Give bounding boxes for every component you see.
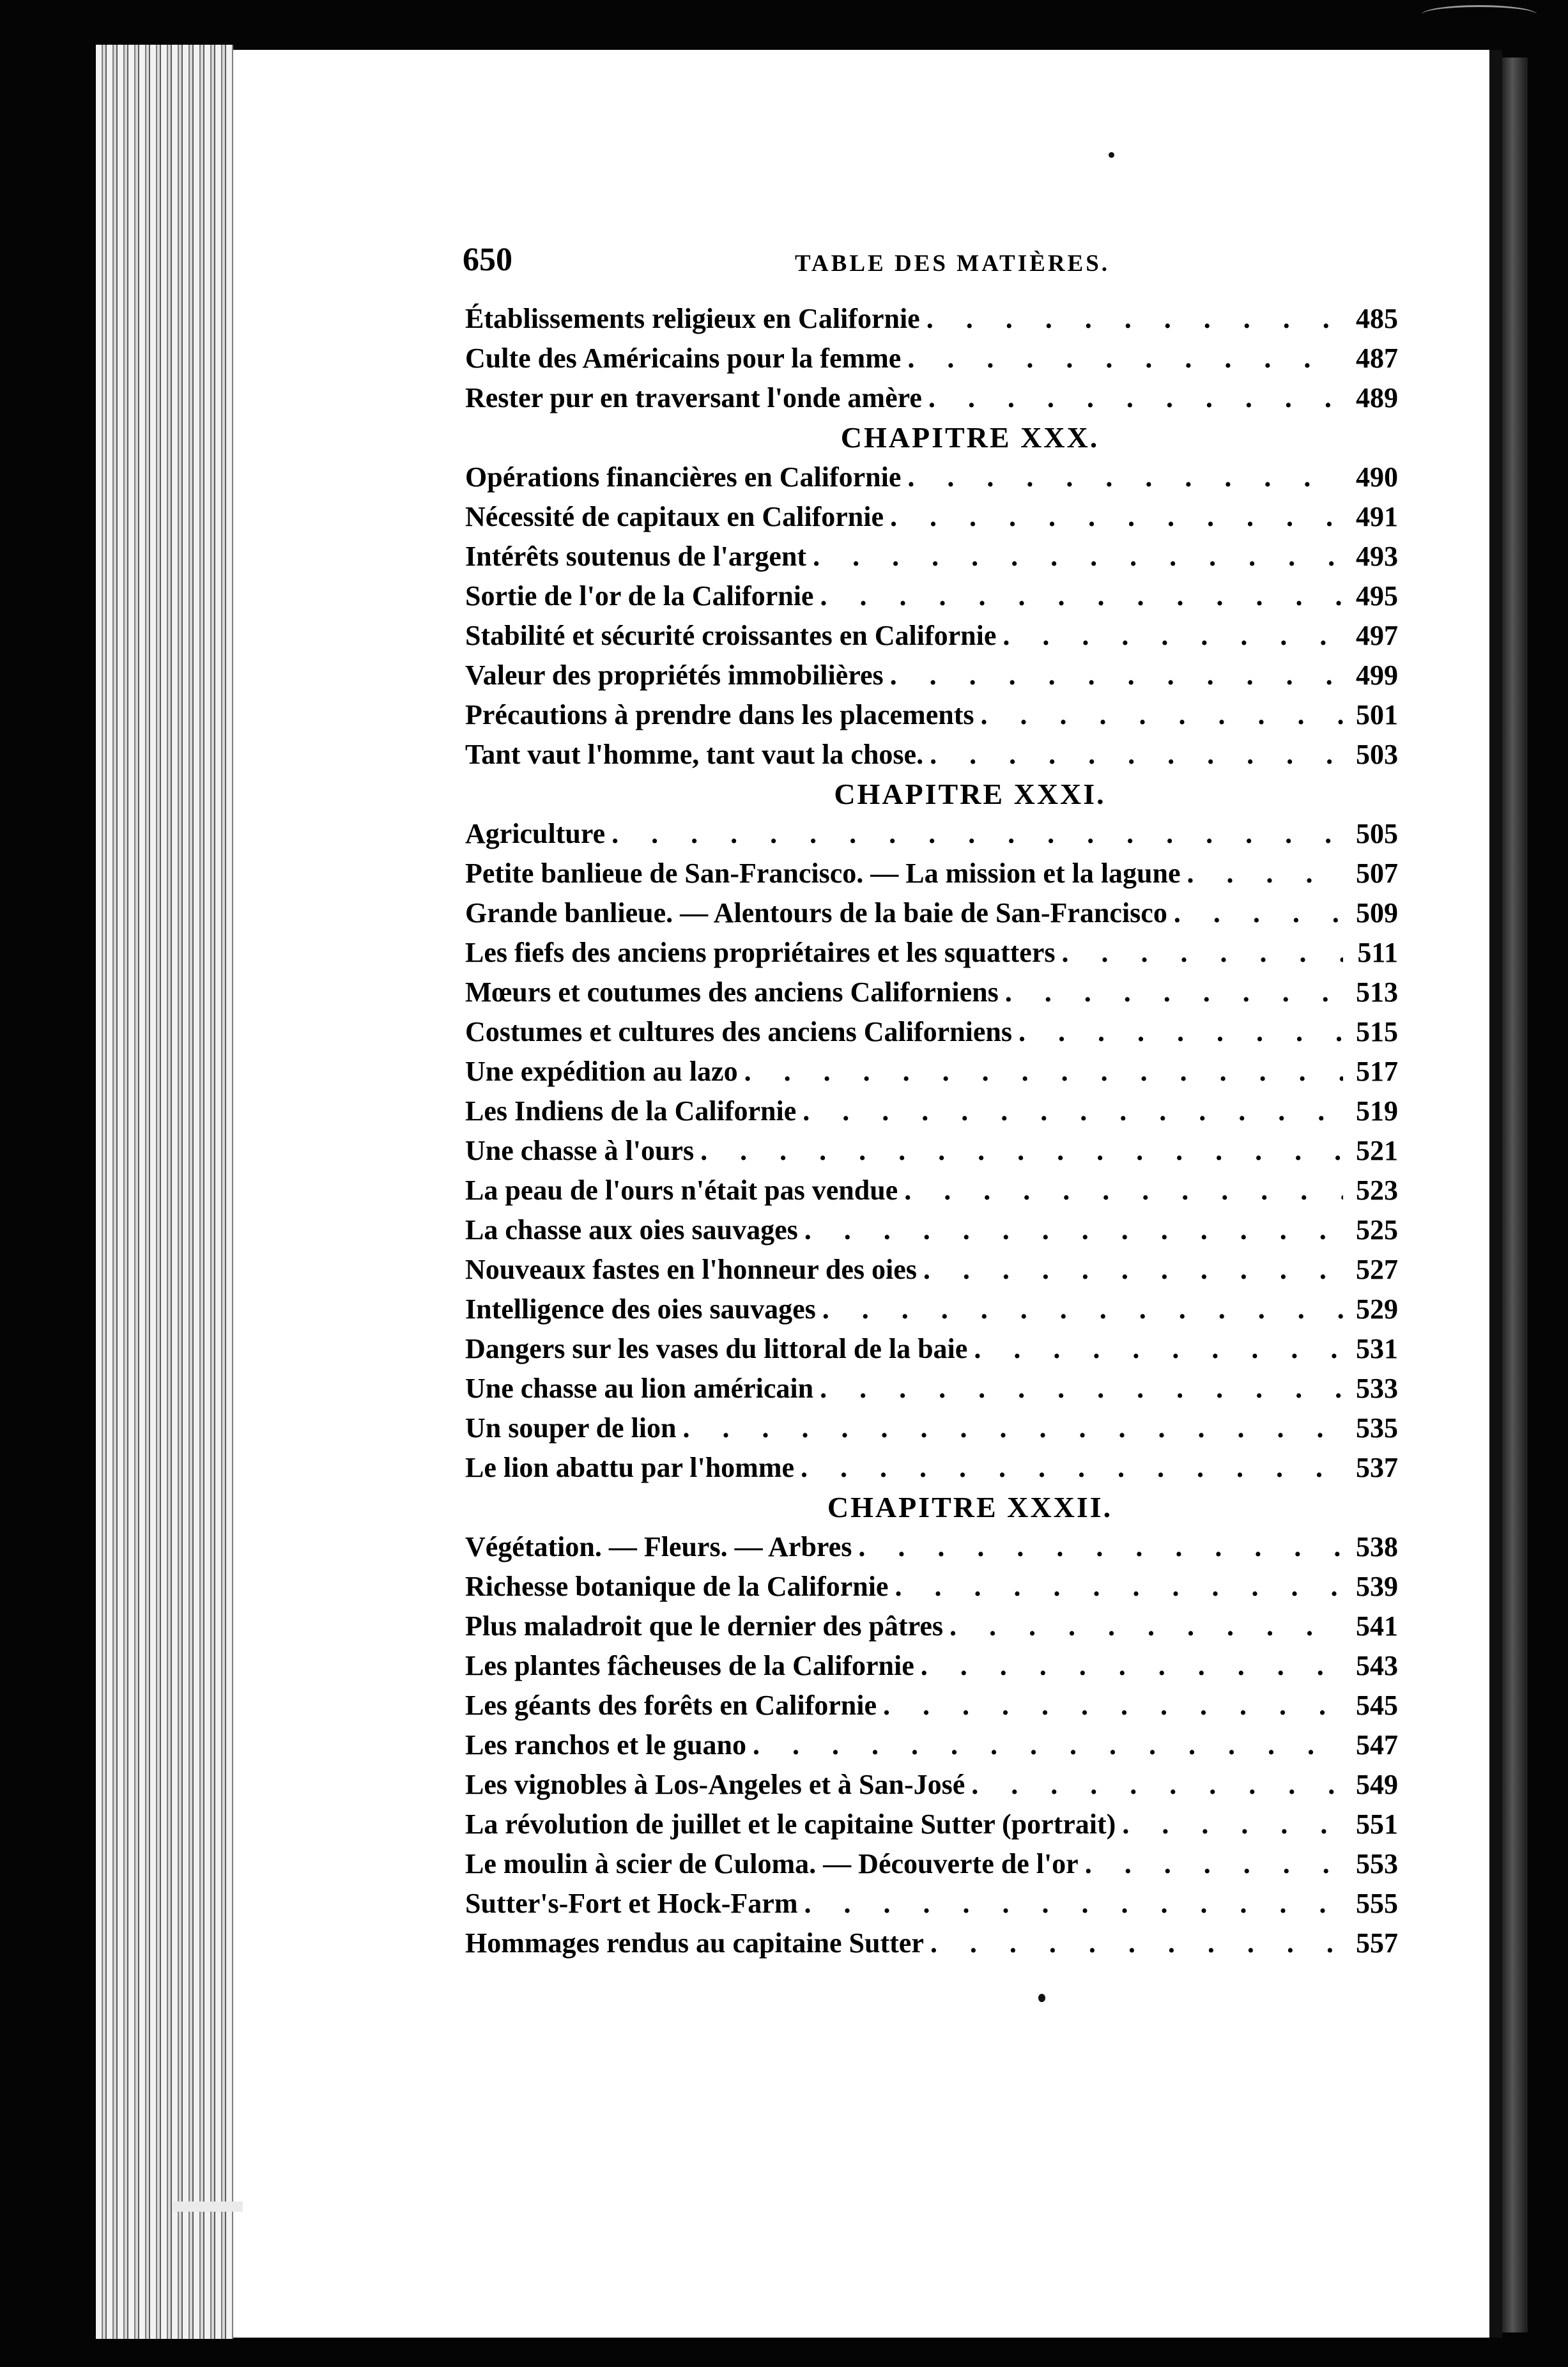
toc-entry xyxy=(465,1290,1398,1329)
toc-entry-title: Les vignobles à Los-Angeles et à San-José xyxy=(465,1769,965,1800)
toc-entry-title: Sutter's-Fort et Hock-Farm xyxy=(465,1888,798,1919)
toc-entry-page: 507 xyxy=(1356,858,1398,889)
toc-entry-title: Grande banlieue. — Alentours de la baie de San-Francisco xyxy=(465,897,1167,929)
toc-entry xyxy=(465,735,1398,775)
toc-entry xyxy=(465,1765,1398,1805)
toc-entry xyxy=(465,616,1398,656)
toc-entry-page: 515 xyxy=(1356,1016,1398,1047)
toc-entry-page: 501 xyxy=(1356,699,1398,730)
dot-leader xyxy=(888,1567,1343,1607)
toc-entry-title: La chasse aux oies sauvages xyxy=(465,1214,798,1245)
toc-entry xyxy=(465,1250,1398,1290)
toc-entry-page: 489 xyxy=(1356,382,1398,413)
toc-entry-page: 551 xyxy=(1356,1808,1398,1840)
toc-entry-page: 497 xyxy=(1356,620,1398,651)
page-gutter-shadow xyxy=(1489,50,1502,2338)
toc-entry xyxy=(465,299,1398,339)
dot-leader xyxy=(797,1884,1343,1924)
toc-entry-page: 545 xyxy=(1356,1690,1398,1721)
chapter-heading: CHAPITRE XXX. xyxy=(840,421,1100,454)
toc-entry xyxy=(465,1408,1398,1448)
dot-leader xyxy=(1167,893,1343,933)
toc-entry-title: Opérations financières en Californie xyxy=(465,461,902,493)
dot-leader xyxy=(943,1607,1343,1646)
dot-leader xyxy=(923,735,1343,775)
toc-entry xyxy=(465,854,1398,893)
toc-entry-title: Les ranchos et le guano xyxy=(465,1729,746,1761)
toc-entry-title: Un souper de lion xyxy=(465,1412,677,1444)
toc-entry-page: 555 xyxy=(1356,1888,1398,1919)
toc-entry-title: Intérêts soutenus de l'argent xyxy=(465,541,807,572)
toc-entry-page: 557 xyxy=(1356,1927,1398,1959)
facing-page-edge xyxy=(1502,58,1528,2332)
toc-entry-title: Les fiefs des anciens propriétaires et les squatters xyxy=(465,937,1056,968)
toc-entry-page: 490 xyxy=(1356,461,1398,493)
toc-entry-page: 511 xyxy=(1357,937,1398,968)
toc-entry-page: 495 xyxy=(1356,580,1398,612)
dot-leader xyxy=(999,973,1343,1012)
dot-leader xyxy=(901,458,1343,497)
toc-entry xyxy=(465,1725,1398,1765)
dot-leader xyxy=(605,814,1343,854)
toc-entry xyxy=(465,1805,1398,1844)
toc-entry-page: 527 xyxy=(1356,1254,1398,1285)
toc-entry-title: Sortie de l'or de la Californie xyxy=(465,580,814,612)
toc-entry-title: Une expédition au lazo xyxy=(465,1056,738,1087)
toc-entry-title: Une chasse au lion américain xyxy=(465,1373,814,1404)
toc-entry-page: 535 xyxy=(1356,1412,1398,1444)
dot-leader xyxy=(798,1210,1343,1250)
toc-entry-page: 523 xyxy=(1356,1175,1398,1206)
toc-entry xyxy=(465,1646,1398,1686)
toc-entry-title: Mœurs et coutumes des anciens Californiens xyxy=(465,976,999,1008)
dot-leader xyxy=(917,1250,1343,1290)
dot-leader xyxy=(1055,933,1343,973)
margin-mark xyxy=(173,2201,243,2212)
dot-leader xyxy=(813,576,1343,616)
toc-entry-page: 547 xyxy=(1356,1729,1398,1761)
dot-leader xyxy=(677,1408,1344,1448)
toc-entry-page: 531 xyxy=(1356,1333,1398,1364)
dot-leader xyxy=(794,1448,1343,1488)
dot-leader xyxy=(996,616,1343,656)
toc-entry xyxy=(465,378,1398,418)
toc-entry-title: Stabilité et sécurité croissantes en Californie xyxy=(465,620,997,651)
toc-entry xyxy=(465,1171,1398,1210)
toc-entry-title: Costumes et cultures des anciens Californiens xyxy=(465,1016,1012,1047)
toc-entry-page: 503 xyxy=(1356,739,1398,770)
toc-entry-title: Végétation. — Fleurs. — Arbres xyxy=(465,1531,852,1562)
toc-entry xyxy=(465,1131,1398,1171)
page-number: 650 xyxy=(463,242,512,278)
toc-entry-page: 541 xyxy=(1356,1610,1398,1642)
dot-leader xyxy=(816,1290,1343,1329)
toc-entry-page: 491 xyxy=(1356,501,1398,532)
dot-leader xyxy=(1012,1012,1343,1052)
ink-speck xyxy=(1109,152,1114,158)
toc-entry-title: Nouveaux fastes en l'honneur des oies xyxy=(465,1254,917,1285)
dot-leader xyxy=(914,1646,1343,1686)
toc-entry-title: Intelligence des oies sauvages xyxy=(465,1293,816,1325)
dot-leader xyxy=(738,1052,1343,1091)
toc-entry-title: Une chasse à l'ours xyxy=(465,1135,695,1166)
toc-entry-page: 517 xyxy=(1356,1056,1398,1087)
dot-leader xyxy=(813,1369,1343,1408)
toc-entry xyxy=(465,933,1398,973)
dot-leader xyxy=(922,378,1343,418)
page-stack-edge xyxy=(96,45,233,2339)
toc-entry-title: Richesse botanique de la Californie xyxy=(465,1571,889,1602)
dot-leader xyxy=(746,1725,1343,1765)
toc-entry-page: 499 xyxy=(1356,659,1398,691)
toc-entry-page: 493 xyxy=(1356,541,1398,572)
dot-leader xyxy=(924,1924,1343,1963)
toc-entry xyxy=(465,458,1398,497)
toc-entry xyxy=(465,1527,1398,1567)
toc-entry-page: 539 xyxy=(1356,1571,1398,1602)
toc-entry-title: Nécessité de capitaux en Californie xyxy=(465,501,884,532)
toc-entry xyxy=(465,1686,1398,1725)
toc-entry-page: 505 xyxy=(1356,818,1398,849)
toc-entry-page: 487 xyxy=(1356,343,1398,374)
toc-entry-title: Les Indiens de la Californie xyxy=(465,1095,797,1127)
dot-leader xyxy=(884,497,1343,537)
toc-entry xyxy=(465,695,1398,735)
toc-entry-title: Le moulin à scier de Culoma. — Découverte de l'or xyxy=(465,1848,1079,1879)
toc-entry-title: Précautions à prendre dans les placements xyxy=(465,699,974,730)
toc-entry-page: 519 xyxy=(1356,1095,1398,1127)
toc-entry-title: Rester pur en traversant l'onde amère xyxy=(465,382,922,413)
ink-speck xyxy=(1038,1994,1045,2002)
toc-entry xyxy=(465,497,1398,537)
toc-entry xyxy=(465,1329,1398,1369)
toc-entry xyxy=(465,814,1398,854)
table-of-contents xyxy=(465,299,1398,1963)
dot-leader xyxy=(877,1686,1343,1725)
toc-entry xyxy=(465,1567,1398,1607)
dot-leader xyxy=(920,299,1343,339)
toc-entry-title: Valeur des propriétés immobilières xyxy=(465,659,884,691)
toc-entry-title: Agriculture xyxy=(465,818,606,849)
paper-scuff-mark xyxy=(1422,5,1537,24)
toc-entry-title: Dangers sur les vases du littoral de la baie xyxy=(465,1333,968,1364)
dot-leader xyxy=(1079,1844,1343,1884)
toc-entry-page: 533 xyxy=(1356,1373,1398,1404)
dot-leader xyxy=(974,695,1343,735)
toc-entry xyxy=(465,1884,1398,1924)
toc-entry-page: 538 xyxy=(1356,1531,1398,1562)
toc-entry-title: Tant vaut l'homme, tant vaut la chose. xyxy=(465,739,924,770)
toc-entry-page: 543 xyxy=(1356,1650,1398,1681)
toc-entry-page: 549 xyxy=(1356,1769,1398,1800)
toc-entry xyxy=(465,537,1398,576)
toc-entry-title: La peau de l'ours n'était pas vendue xyxy=(465,1175,898,1206)
toc-entry xyxy=(465,1052,1398,1091)
toc-entry xyxy=(465,893,1398,933)
toc-entry xyxy=(465,973,1398,1012)
toc-entry-page: 529 xyxy=(1356,1293,1398,1325)
toc-entry xyxy=(465,1012,1398,1052)
toc-entry xyxy=(465,1448,1398,1488)
toc-entry-page: 553 xyxy=(1356,1848,1398,1879)
chapter-heading: CHAPITRE XXXII. xyxy=(827,1491,1113,1523)
toc-entry-title: Établissements religieux en Californie xyxy=(465,303,920,334)
dot-leader xyxy=(694,1131,1343,1171)
toc-entry-page: 509 xyxy=(1356,897,1398,929)
dot-leader xyxy=(901,339,1343,378)
toc-entry-title: La révolution de juillet et le capitaine Sutter (portrait) xyxy=(465,1808,1116,1840)
dot-leader xyxy=(796,1091,1343,1131)
dot-leader xyxy=(852,1527,1343,1567)
toc-entry-page: 521 xyxy=(1356,1135,1398,1166)
dot-leader xyxy=(1181,854,1343,893)
toc-entry-page: 485 xyxy=(1356,303,1398,334)
dot-leader xyxy=(1116,1805,1343,1844)
page-header xyxy=(463,241,1402,279)
running-head: TABLE DES MATIÈRES. xyxy=(795,251,1111,277)
toc-entry xyxy=(465,576,1398,616)
toc-entry-title: Culte des Américains pour la femme xyxy=(465,343,902,374)
toc-entry xyxy=(465,339,1398,378)
dot-leader xyxy=(967,1329,1343,1369)
toc-entry-title: Le lion abattu par l'homme xyxy=(465,1452,795,1483)
toc-entry xyxy=(465,1369,1398,1408)
toc-entry xyxy=(465,1844,1398,1884)
toc-entry xyxy=(465,1607,1398,1646)
toc-entry-title: Les géants des forêts en Californie xyxy=(465,1690,877,1721)
dot-leader xyxy=(806,537,1343,576)
toc-entry xyxy=(465,1924,1398,1963)
dot-leader xyxy=(898,1171,1343,1210)
toc-entry-title: Hommages rendus au capitaine Sutter xyxy=(465,1927,924,1959)
toc-entry xyxy=(465,1091,1398,1131)
toc-entry xyxy=(465,1210,1398,1250)
dot-leader xyxy=(965,1765,1343,1805)
toc-entry-page: 537 xyxy=(1356,1452,1398,1483)
toc-entry xyxy=(465,656,1398,695)
toc-entry-page: 513 xyxy=(1356,976,1398,1008)
toc-entry-title: Plus maladroit que le dernier des pâtres xyxy=(465,1610,943,1642)
toc-entry-title: Les plantes fâcheuses de la Californie xyxy=(465,1650,914,1681)
toc-entry-page: 525 xyxy=(1356,1214,1398,1245)
toc-entry-title: Petite banlieue de San-Francisco. — La mission et la lagune xyxy=(465,858,1181,889)
dot-leader xyxy=(884,656,1343,695)
chapter-heading: CHAPITRE XXXI. xyxy=(834,778,1106,810)
